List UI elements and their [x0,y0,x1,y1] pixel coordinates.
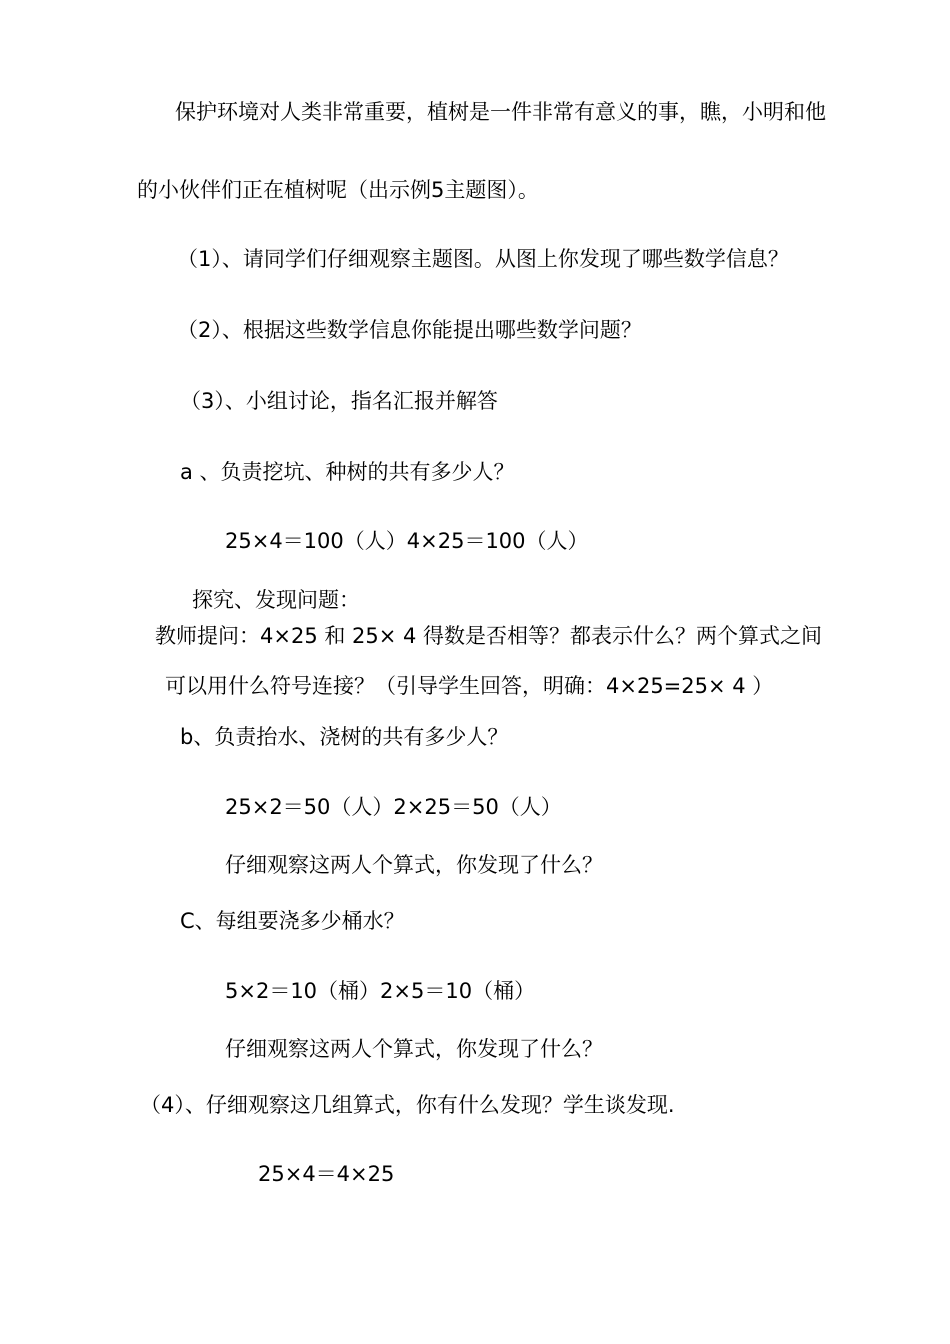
observe-prompt-b: 仔细观察这两人个算式，你发现了什么？ [225,853,603,877]
sub-question-c: C、每组要浇多少桶水？ [180,909,405,933]
teacher-question-line-1: 教师提问：4×25 和 25× 4 得数是否相等？都表示什么？两个算式之间 [155,624,823,648]
paragraph-intro-line-1: 保护环境对人类非常重要，植树是一件非常有意义的事，瞧，小明和他 [175,100,826,124]
sub-question-b: b、负责抬水、浇树的共有多少人？ [180,725,509,749]
question-4: （4）、仔细观察这几组算式，你有什么发现？学生谈发现. [140,1093,675,1117]
equation-c: 5×2＝10（桶）2×5＝10（桶） [225,979,536,1003]
equation-summary: 25×4＝4×25 [258,1162,395,1186]
sub-question-a: a 、负责挖坑、种树的共有多少人？ [180,460,515,484]
observe-prompt-c: 仔细观察这两人个算式，你发现了什么？ [225,1037,603,1061]
explore-heading: 探究、发现问题： [192,588,360,612]
question-2: （2）、根据这些数学信息你能提出哪些数学问题？ [177,318,642,342]
equation-b: 25×2＝50（人）2×25＝50（人） [225,795,562,819]
teacher-question-line-2: 可以用什么符号连接？（引导学生回答，明确：4×25=25× 4 ） [165,674,774,698]
question-1: （1）、请同学们仔细观察主题图。从图上你发现了哪些数学信息？ [177,247,789,271]
paragraph-intro-line-2: 的小伙伴们正在植树呢（出示例5主题图）。 [137,178,539,202]
equation-a: 25×4＝100（人）4×25＝100（人） [225,529,589,553]
question-3: （3）、小组讨论，指名汇报并解答 [180,389,498,413]
